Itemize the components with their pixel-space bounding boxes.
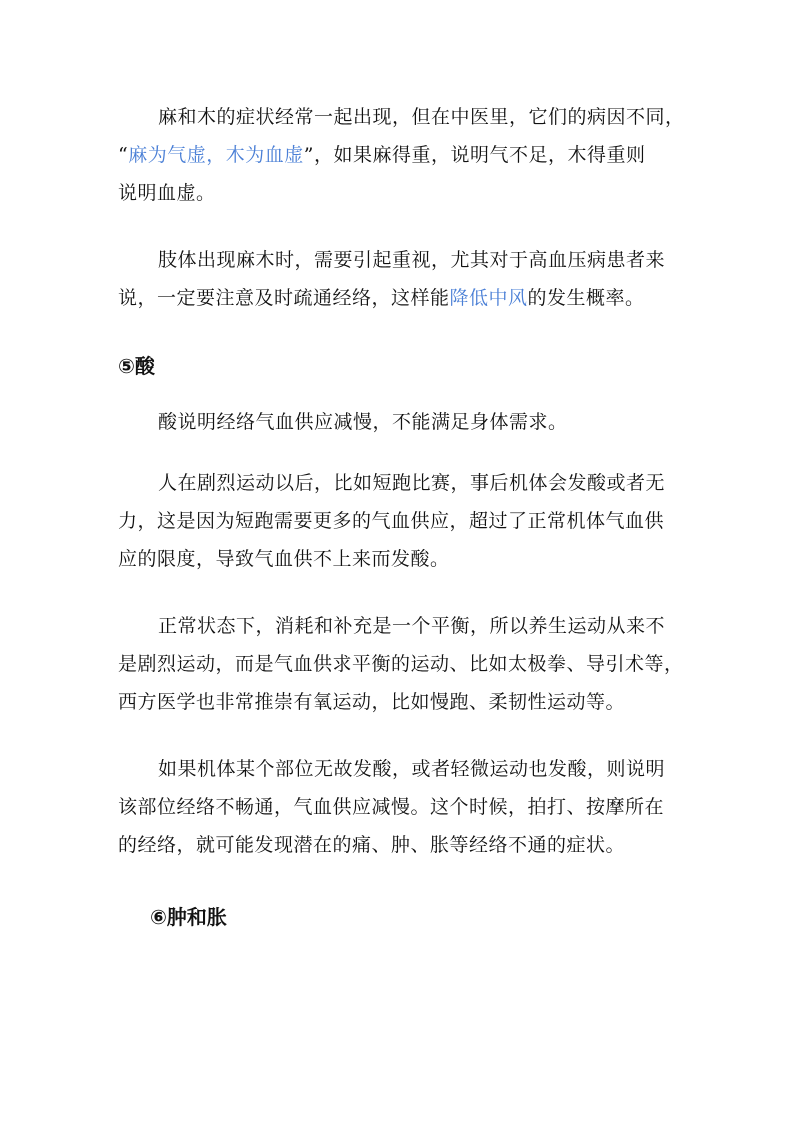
- text-line: 人在剧烈运动以后，比如短跑比赛，事后机体会发酸或者无: [158, 472, 666, 494]
- link-numbness-qi-blood[interactable]: 麻为气虚，木为血虚: [128, 144, 304, 166]
- text-line: [118, 279, 676, 317]
- text-line: 如果机体某个部位无故发酸，或者轻微运动也发酸，则说明: [158, 758, 666, 780]
- text-line: 的经络，就可能发现潜在的痛、肿、胀等经络不通的症状。: [118, 834, 626, 856]
- paragraph-numbness-cause: [118, 98, 685, 212]
- paragraph-sour-definition: [118, 403, 676, 441]
- paragraph-sour-meridian: [118, 750, 676, 864]
- text-line: 应的限度，导致气血供不上来而发酸。: [118, 548, 450, 570]
- text-line: 是剧烈运动，而是气血供求平衡的运动、比如太极拳、导引术等，: [118, 653, 684, 675]
- quote-open: “: [118, 144, 129, 166]
- text-segment: ”，如果麻得重，说明气不足，木得重则: [303, 144, 646, 166]
- link-reduce-stroke[interactable]: 降低中风: [449, 287, 528, 309]
- text-line: 酸说明经络气血供应减慢，不能满足身体需求。: [158, 411, 568, 433]
- text-line: 正常状态下，消耗和补充是一个平衡，所以养生运动从来不: [158, 615, 666, 637]
- heading-swelling: ⑥肿和胀: [150, 905, 227, 929]
- text-line: 肢体出现麻木时，需要引起重视，尤其对于高血压病患者来: [158, 249, 666, 271]
- text-line: 该部位经络不畅通，气血供应减慢。这个时候，拍打、按摩所在: [118, 796, 665, 818]
- text-line: 说明血虚。: [118, 182, 216, 204]
- paragraph-sour-exercise: [118, 464, 676, 578]
- text-line: 麻和木的症状经常一起出现，但在中医里，它们的病因不同，: [158, 106, 685, 128]
- paragraph-sour-balance: [118, 607, 684, 721]
- paragraph-numbness-attention: [118, 241, 676, 317]
- text-line: 力，这是因为短跑需要更多的气血供应，超过了正常机体气血供: [118, 510, 665, 532]
- text-segment: 说，一定要注意及时疏通经络，这样能: [118, 287, 450, 309]
- text-line: 西方医学也非常推崇有氧运动，比如慢跑、柔韧性运动等。: [118, 691, 626, 713]
- text-segment: 的发生概率。: [527, 287, 645, 309]
- text-line: [118, 136, 676, 174]
- heading-sour: ⑤酸: [118, 354, 155, 378]
